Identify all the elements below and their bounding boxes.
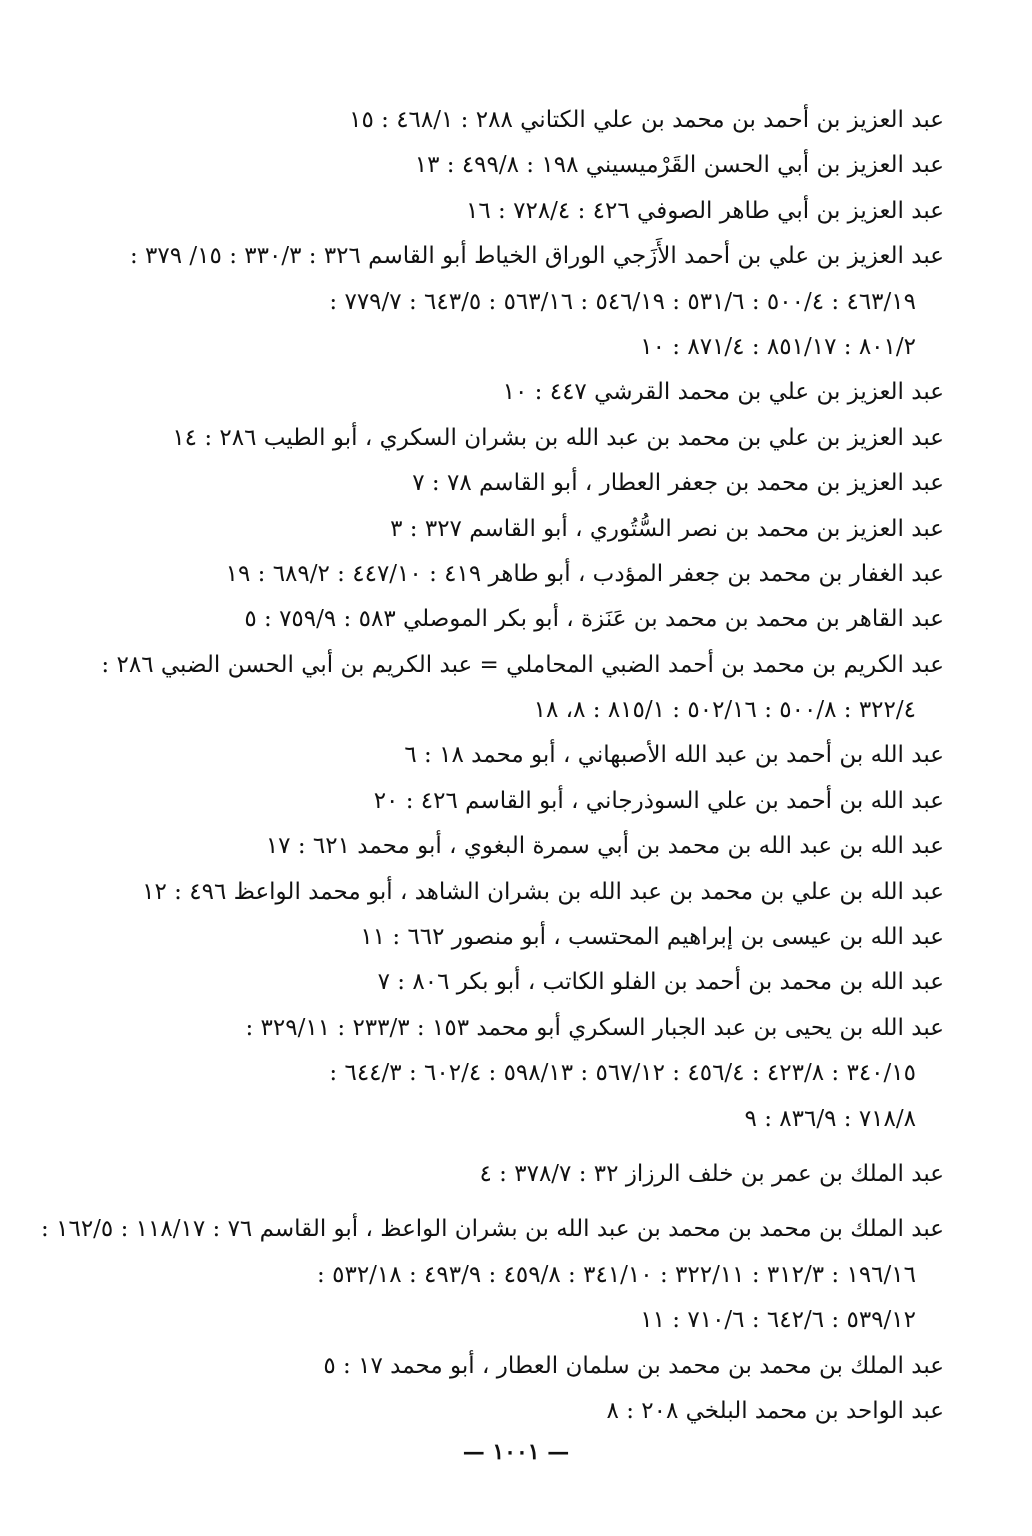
entry-continuation-line: ٨٠١/٢ : ٨٥١/١٧ : ٨٧١/٤ : ١٠ — [640, 333, 916, 360]
index-entry — [92, 824, 944, 869]
index-entry — [41, 1207, 944, 1343]
index-entry — [92, 733, 944, 778]
entry-line: عبد الله بن عيسى بن إبراهيم المحتسب ، أبو منصور ٦٦٢ : ١١ — [360, 924, 944, 951]
entry-continuation-line: ٥٣٩/١٢ : ٦٤٢/٦ : ٧١٠/٦ : ١١ — [640, 1307, 916, 1334]
index-entry — [92, 643, 944, 734]
index-entry — [92, 915, 944, 960]
index-entry — [92, 189, 944, 234]
entry-line: عبد العزيز بن محمد بن نصر السُّتُوري ، أبو القاسم ٣٢٧ : ٣ — [390, 515, 944, 542]
entry-line: عبد الله بن محمد بن أحمد بن الفلو الكاتب ، أبو بكر ٨٠٦ : ٧ — [377, 969, 944, 996]
index-entry — [92, 597, 944, 642]
index-entry — [92, 870, 944, 915]
entry-continuation-line: ٧١٨/٨ : ٨٣٦/٩ : ٩ — [744, 1105, 916, 1132]
entry-line: عبد العزيز بن علي بن محمد القرشي ٤٤٧ : ١٠ — [502, 379, 944, 406]
entry-line: عبد العزيز بن علي بن أحمد الأَزَجي الوراق الخياط أبو القاسم ٣٢٦ : ٣٣٠/٣ : ١٥/ ٣٧٩ : — [129, 243, 944, 270]
entry-line: عبد الملك بن محمد بن محمد بن عبد الله بن بشران الواعظ ، أبو القاسم ٧٦ : ١١٨/١٧ : ١٦٢/٥ : — [41, 1216, 944, 1243]
entry-line: عبد الغفار بن محمد بن جعفر المؤدب ، أبو طاهر ٤١٩ : ٤٤٧/١٠ : ٦٨٩/٢ : ١٩ — [225, 560, 944, 587]
entry-line: عبد العزيز بن أبي طاهر الصوفي ٤٢٦ : ٧٢٨/٤ : ١٦ — [466, 197, 944, 224]
entry-line: عبد القاهر بن محمد بن محمد بن عَنَزة ، أبو بكر الموصلي ٥٨٣ : ٧٥٩/٩ : ٥ — [244, 606, 944, 633]
index-entry — [92, 1344, 944, 1389]
index-entry — [92, 143, 944, 188]
entry-line: عبد الواحد بن محمد البلخي ٢٠٨ : ٨ — [606, 1397, 944, 1424]
entry-line: عبد الله بن عبد الله بن محمد بن أبي سمرة البغوي ، أبو محمد ٦٢١ : ١٧ — [265, 833, 944, 860]
index-entry — [92, 779, 944, 824]
entry-line: عبد الملك بن عمر بن خلف الرزاز ٣٢ : ٣٧٨/٧ : ٤ — [479, 1160, 944, 1187]
index-entry — [92, 461, 944, 506]
index-entries — [41, 98, 944, 1434]
entry-continuation-line: ٣٢٢/٤ : ٥٠٠/٨ : ٥٠٢/١٦ : ٨١٥/١ : ٨، ١٨ — [533, 697, 916, 724]
index-entry — [92, 1152, 944, 1197]
index-entry — [92, 234, 944, 370]
entry-continuation-line: ١٩٦/١٦ : ٣١٢/٣ : ٣٢٢/١١ : ٣٤١/١٠ : ٤٥٩/٨ : ٤٩٣/٩ : ٥٣٢/١٨ : — [317, 1261, 916, 1288]
index-entry — [92, 1006, 944, 1142]
entry-line: عبد الله بن يحيى بن عبد الجبار السكري أبو محمد ١٥٣ : ٢٣٣/٣ : ٣٢٩/١١ : — [245, 1014, 944, 1041]
entry-line: عبد العزيز بن محمد بن جعفر العطار ، أبو القاسم ٧٨ : ٧ — [412, 470, 944, 497]
page-number: — ١٠٠١ — — [462, 1439, 570, 1465]
index-entry — [92, 416, 944, 461]
index-entry — [92, 507, 944, 552]
entry-line: عبد العزيز بن أبي الحسن القَرْميسيني ١٩٨ : ٤٩٩/٨ : ١٣ — [414, 152, 944, 179]
entry-line: عبد الله بن علي بن محمد بن عبد الله بن بشران الشاهد ، أبو محمد الواعظ ٤٩٦ : ١٢ — [142, 878, 944, 905]
index-entry — [92, 1389, 944, 1434]
entry-line: عبد العزيز بن أحمد بن محمد بن علي الكتاني ٢٨٨ : ٤٦٨/١ : ١٥ — [349, 107, 944, 133]
entry-continuation-line: ٣٤٠/١٥ : ٤٢٣/٨ : ٤٥٦/٤ : ٥٦٧/١٢ : ٥٩٨/١٣ : ٦٠٢/٤ : ٦٤٤/٣ : — [329, 1060, 916, 1087]
index-entry — [92, 370, 944, 415]
entry-line: عبد الله بن أحمد بن علي السوذرجاني ، أبو القاسم ٤٢٦ : ٢٠ — [373, 787, 944, 814]
entry-continuation-line: ٤٦٣/١٩ : ٥٠٠/٤ : ٥٣١/٦ : ٥٤٦/١٩ : ٥٦٣/١٦ : ٦٤٣/٥ : ٧٧٩/٧ : — [329, 288, 916, 315]
index-entry — [92, 552, 944, 597]
entry-line: عبد الله بن أحمد بن عبد الله الأصبهاني ، أبو محمد ١٨ : ٦ — [404, 742, 944, 769]
index-entry — [92, 960, 944, 1005]
entry-line: عبد العزيز بن علي بن محمد بن عبد الله بن بشران السكري ، أبو الطيب ٢٨٦ : ١٤ — [172, 424, 944, 451]
index-entry — [92, 98, 944, 143]
entry-line: عبد الكريم بن محمد بن أحمد الضبي المحاملي = عبد الكريم بن أبي الحسن الضبي ٢٨٦ : — [101, 651, 944, 678]
entry-line: عبد الملك بن محمد بن محمد بن سلمان العطار ، أبو محمد ١٧ : ٥ — [323, 1352, 944, 1379]
